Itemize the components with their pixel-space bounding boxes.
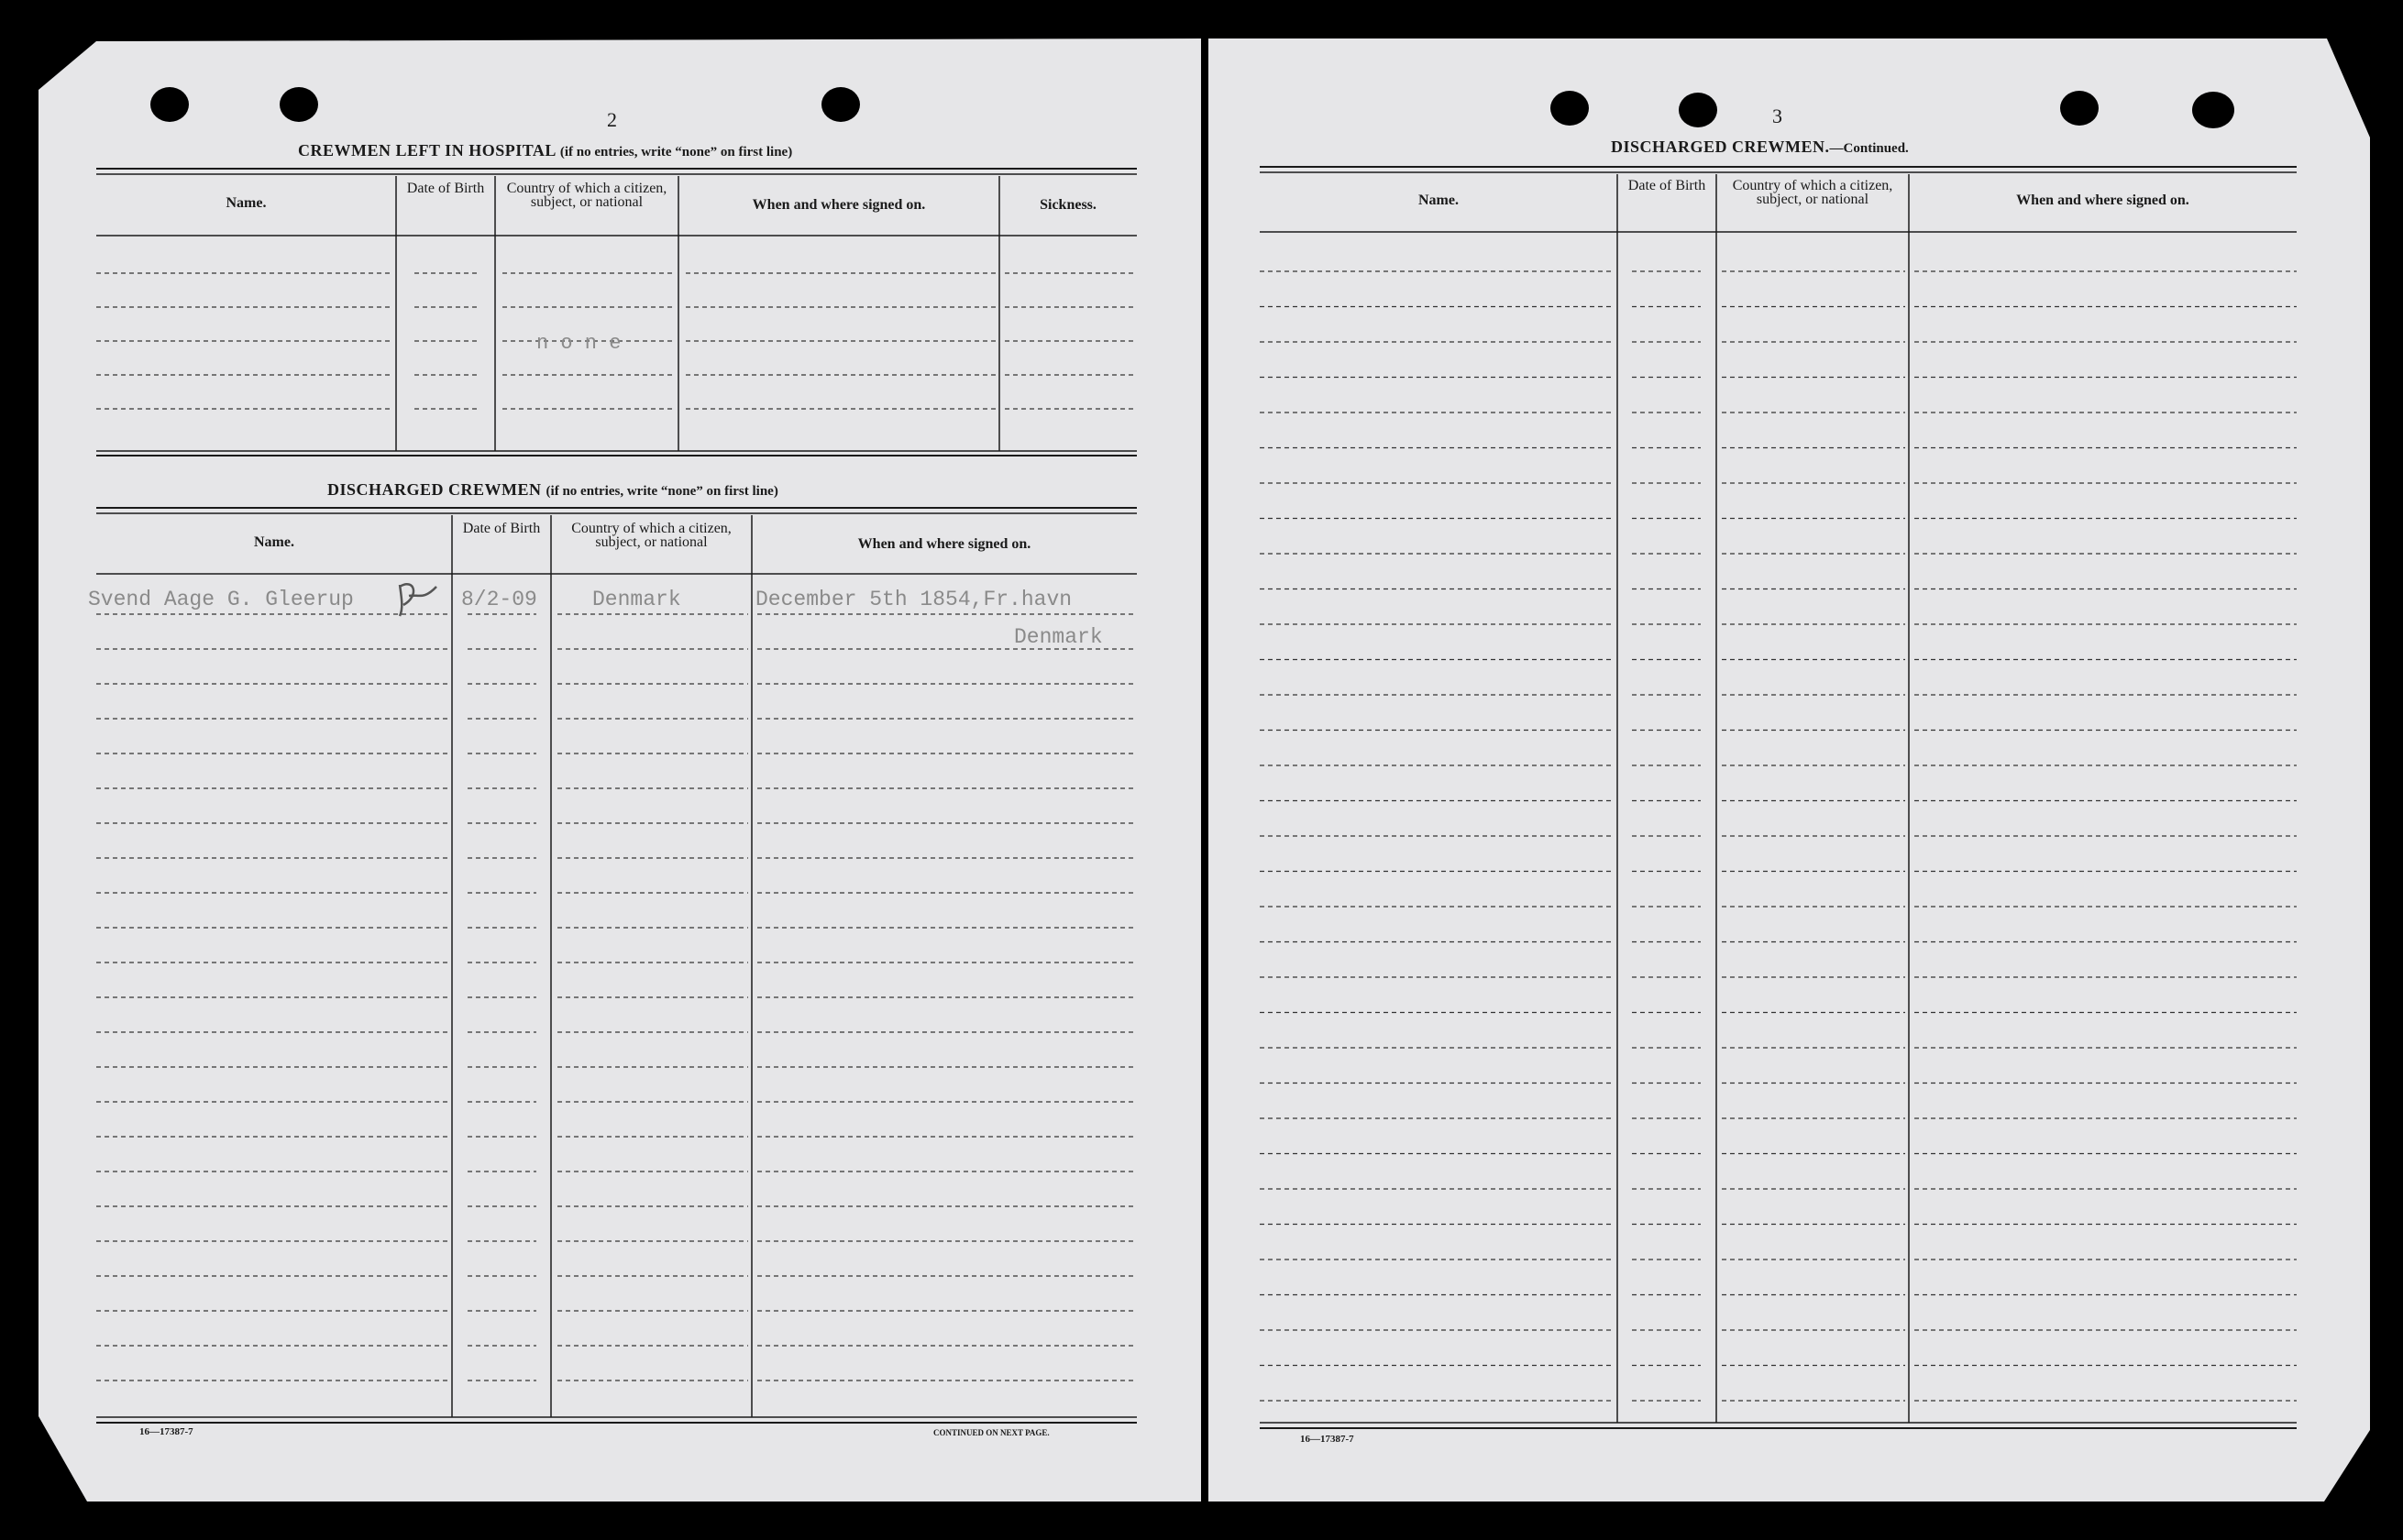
hospital-title-note: (if no entries, write “none” on first line) (559, 145, 793, 160)
continued-col-signed-on: When and where signed on. (2016, 192, 2189, 208)
continued-on-next-page: CONTINUED ON NEXT PAGE. (933, 1428, 1050, 1437)
discharged-section-title (327, 480, 778, 500)
discharged-col-date-of-birth: Date of Birth (462, 521, 541, 536)
hospital-section-title (298, 141, 792, 160)
hospital-col-country: Country of which a citizen, subject, or national (506, 181, 667, 210)
right-page-number: 3 (1772, 104, 1782, 127)
hospital-col-signed-on: When and where signed on. (752, 197, 926, 213)
hospital-title-main: CREWMEN LEFT IN HOSPITAL (298, 141, 556, 160)
crewman-country: Denmark (592, 588, 681, 611)
continued-title-main: DISCHARGED CREWMEN. (1611, 138, 1830, 156)
discharged-title-note: (if no entries, write “none” on first line) (546, 484, 778, 499)
discharged-title-main: DISCHARGED CREWMEN (327, 480, 542, 499)
crewman-name: Svend Aage G. Gleerup (88, 588, 354, 611)
hospital-col-name: Name. (226, 195, 267, 211)
continued-col-country: Country of which a citizen, subject, or national (1732, 178, 1893, 207)
hospital-col-sickness: Sickness. (1040, 197, 1097, 213)
left-page-paper (39, 38, 1201, 1502)
continued-section-title (1611, 138, 1909, 157)
left-page-number: 2 (607, 108, 617, 131)
left-form-number: 16—17387-7 (139, 1426, 193, 1437)
continued-col-name: Name. (1418, 192, 1459, 208)
continued-col-date-of-birth: Date of Birth (1627, 178, 1706, 193)
right-form-number: 16—17387-7 (1300, 1434, 1354, 1445)
crewman-date-of-birth: 8/2-09 (461, 588, 537, 611)
right-page-paper (1208, 38, 2370, 1502)
discharged-col-name: Name. (254, 534, 294, 550)
crewman-signed-on-line2: Denmark (1014, 625, 1103, 649)
hospital-col-date-of-birth: Date of Birth (406, 181, 485, 196)
hospital-entry-none: n o n e (536, 332, 622, 355)
crewman-signed-on-line1: December 5th 1854,Fr.havn (755, 588, 1073, 611)
discharged-col-country: Country of which a citizen, subject, or national (571, 521, 732, 550)
discharged-col-signed-on: When and where signed on. (857, 536, 1031, 552)
continued-title-note: —Continued. (1829, 141, 1909, 156)
